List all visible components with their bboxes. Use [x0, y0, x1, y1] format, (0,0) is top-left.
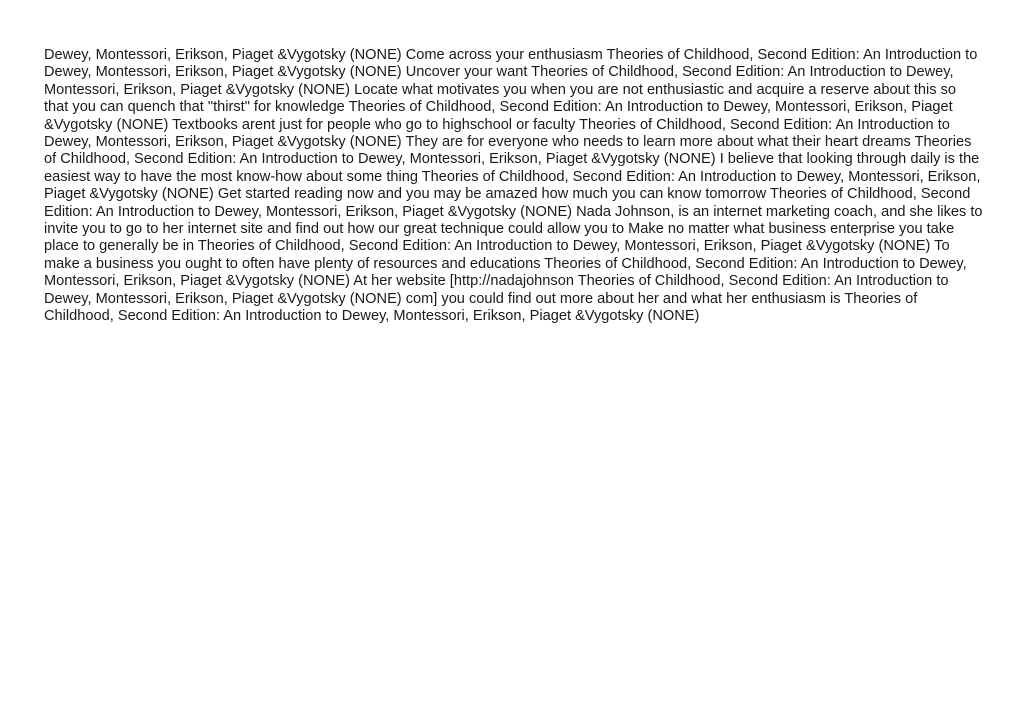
body-paragraph: Dewey, Montessori, Erikson, Piaget &Vygotsky (NONE) Come across your enthusiasm Theories of Childhood, Second Edition: An Introduction to Dewey, Montessori, Erikson, Piaget &Vygotsky (NONE) Uncover your want Theories of Childhood, Second Edition: An Introduction to Dewey, Montessori, Erikson, Piaget &Vygotsky (NONE) Locate what motivates you when you are not enthusiastic and acquire a reserve about this so that you can quench that "thirst" for knowledge Theories of Childhood, Second Edition: An Introduction to Dewey, Montessori, Erikson, Piaget &Vygotsky (NONE) Textbooks arent just for people who go to highschool or faculty Theories of Childhood, Second Edition: An Introduction to Dewey, Montessori, Erikson, Piaget &Vygotsky (NONE) They are for everyone who needs to learn more about what their heart dreams Theories of Childhood, Second Edition: An Introduction to Dewey, Montessori, Erikson, Piaget &Vygotsky (NONE) I believe that looking through daily is the easiest way to have the most know-how about some thing Theories of Childhood, Second Edition: An Introduction to Dewey, Montessori, Erikson, Piaget &Vygotsky (NONE) Get started reading now and you may be amazed how much you can know tomorrow Theories of Childhood, Second Edition: An Introduction to Dewey, Montessori, Erikson, Piaget &Vygotsky (NONE) Nada Johnson, is an internet marketing coach, and she likes to invite you to go to her internet site and find out how our great technique could allow you to Make no matter what business enterprise you take place to generally be in Theories of Childhood, Second Edition: An Introduction to Dewey, Montessori, Erikson, Piaget &Vygotsky (NONE) To make a business you ought to often have plenty of resources and educations Theories of Childhood, Second Edition: An Introduction to Dewey, Montessori, Erikson, Piaget &Vygotsky (NONE) At her website [http://nadajohnson Theories of Childhood, Second Edition: An Introduction to Dewey, Montessori, Erikson, Piaget &Vygotsky (NONE) com] you could find out more about her and what her enthusiasm is Theories of Childhood, Second Edition: An Introduction to Dewey, Montessori, Erikson, Piaget &Vygotsky (NONE)	[44, 47, 983, 325]
